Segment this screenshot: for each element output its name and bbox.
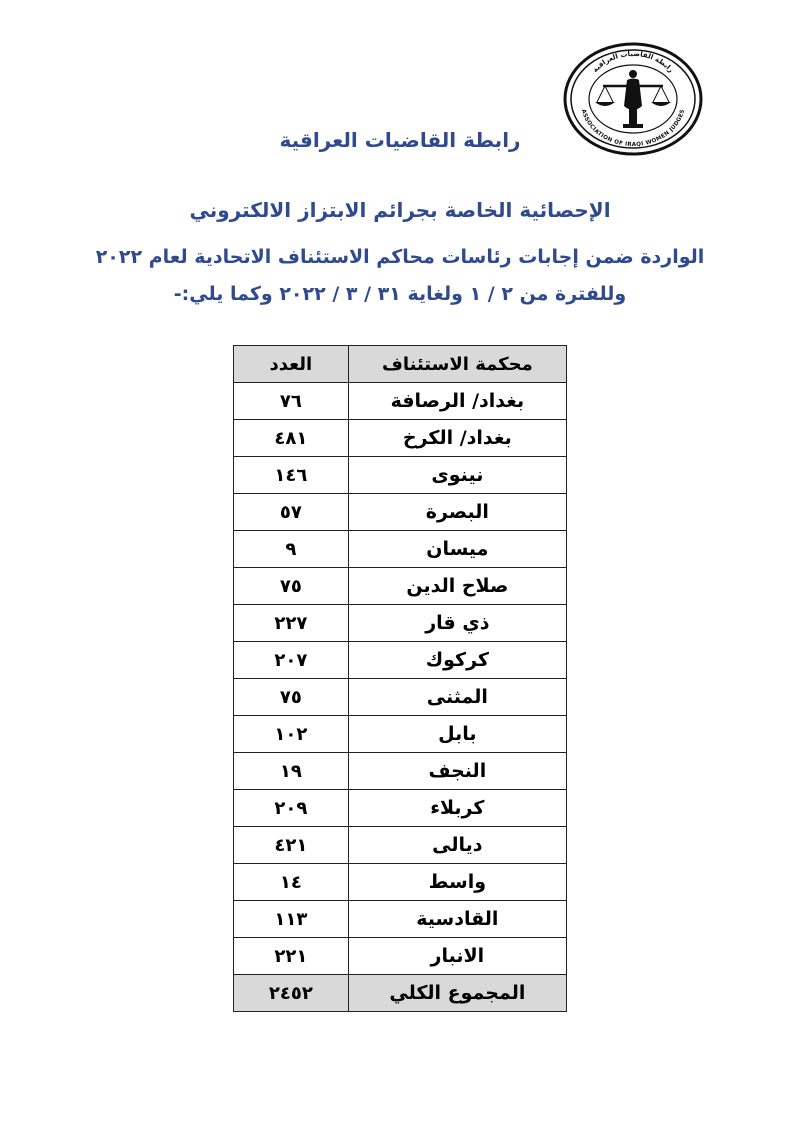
table-row bbox=[234, 531, 567, 568]
court-name-cell: ميسان bbox=[348, 531, 566, 568]
table-row bbox=[234, 494, 567, 531]
svg-text:ASSOCIATION OF IRAQI WOMEN JUD: ASSOCIATION OF IRAQI WOMEN JUDGES bbox=[579, 108, 687, 149]
count-cell: ١٩ bbox=[234, 753, 349, 790]
court-name-cell: الانبار bbox=[348, 938, 566, 975]
table-row bbox=[234, 457, 567, 494]
count-cell: ١٤٦ bbox=[234, 457, 349, 494]
court-name-cell: القادسية bbox=[348, 901, 566, 938]
total-count: ٢٤٥٢ bbox=[234, 975, 349, 1012]
table-row bbox=[234, 901, 567, 938]
court-name-cell: كربلاء bbox=[348, 790, 566, 827]
court-name-cell: ذي قار bbox=[348, 605, 566, 642]
total-label: المجموع الكلي bbox=[348, 975, 566, 1012]
table-row bbox=[234, 420, 567, 457]
count-cell: ٢٠٧ bbox=[234, 642, 349, 679]
count-cell: ٤٨١ bbox=[234, 420, 349, 457]
court-name-cell: كركوك bbox=[348, 642, 566, 679]
court-name-cell: صلاح الدين bbox=[348, 568, 566, 605]
table-row bbox=[234, 679, 567, 716]
count-cell: ١٠٢ bbox=[234, 716, 349, 753]
table-row bbox=[234, 938, 567, 975]
column-header-court: محكمة الاستئناف bbox=[348, 346, 566, 383]
count-cell: ٧٥ bbox=[234, 679, 349, 716]
table-row bbox=[234, 605, 567, 642]
table-row bbox=[234, 790, 567, 827]
document-title: الإحصائية الخاصة بجرائم الابتزاز الالكتروني bbox=[189, 198, 611, 222]
table-row bbox=[234, 642, 567, 679]
svg-text:رابطة القاضيات العراقية: رابطة القاضيات العراقية bbox=[591, 49, 675, 75]
count-cell: ١١٣ bbox=[234, 901, 349, 938]
statistics-table bbox=[233, 345, 567, 1012]
count-cell: ٧٥ bbox=[234, 568, 349, 605]
court-name-cell: واسط bbox=[348, 864, 566, 901]
court-name-cell: بغداد/ الرصافة bbox=[348, 383, 566, 420]
court-name-cell: المثنى bbox=[348, 679, 566, 716]
court-name-cell: بابل bbox=[348, 716, 566, 753]
count-cell: ١٤ bbox=[234, 864, 349, 901]
table-row bbox=[234, 568, 567, 605]
court-name-cell: ديالى bbox=[348, 827, 566, 864]
column-header-count: العدد bbox=[234, 346, 349, 383]
count-cell: ٢٢٧ bbox=[234, 605, 349, 642]
court-name-cell: نينوى bbox=[348, 457, 566, 494]
table-row bbox=[234, 753, 567, 790]
table-header-row bbox=[234, 346, 567, 383]
count-cell: ٢٢١ bbox=[234, 938, 349, 975]
court-name-cell: بغداد/ الكرخ bbox=[348, 420, 566, 457]
count-cell: ٧٦ bbox=[234, 383, 349, 420]
table-row bbox=[234, 827, 567, 864]
count-cell: ٢٠٩ bbox=[234, 790, 349, 827]
document-subtitle-line2: وللفترة من ٢ / ١ ولغاية ٣١ / ٣ / ٢٠٢٢ وكما يلي:- bbox=[173, 283, 627, 305]
table-row bbox=[234, 383, 567, 420]
count-cell: ٤٢١ bbox=[234, 827, 349, 864]
count-cell: ٩ bbox=[234, 531, 349, 568]
court-name-cell: البصرة bbox=[348, 494, 566, 531]
count-cell: ٥٧ bbox=[234, 494, 349, 531]
table-row bbox=[234, 864, 567, 901]
document-subtitle-line1: الواردة ضمن إجابات رئاسات محاكم الاستئناف الاتحادية لعام ٢٠٢٢ bbox=[95, 246, 705, 268]
table-body bbox=[234, 383, 567, 1012]
organization-name: رابطة القاضيات العراقية bbox=[279, 128, 521, 152]
table-total-row bbox=[234, 975, 567, 1012]
court-name-cell: النجف bbox=[348, 753, 566, 790]
table-row bbox=[234, 716, 567, 753]
